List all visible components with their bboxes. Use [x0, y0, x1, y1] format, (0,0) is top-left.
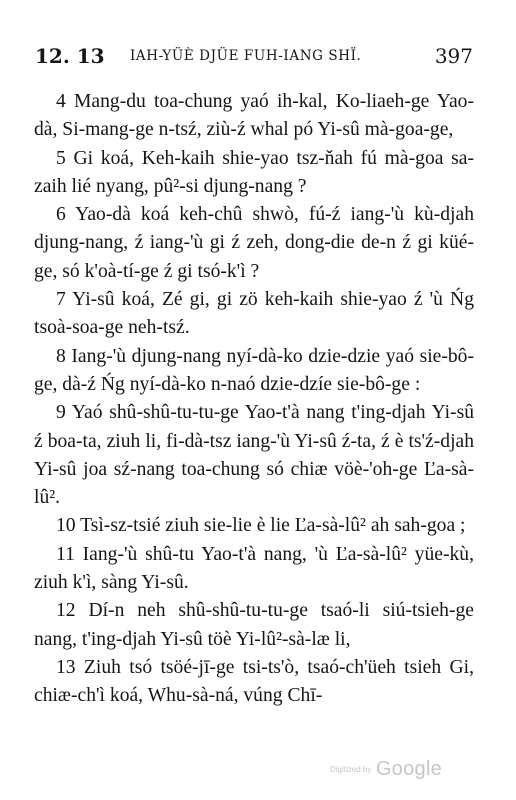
google-logo-text: Google [375, 758, 443, 780]
watermark-prefix: Digitized by [330, 765, 372, 774]
verse-10: 10 Tsì-sz-tsié ziuh sie-lie è lie Ľa-sà-lû² ah sah-goa ; [56, 515, 466, 537]
verse-12: 12 Dí-n neh shû-shû-tu-tu-ge tsaó-li siú-tsieh-ge nang, t'ing-djah Yi-sû töè Yi-lû²-sà-læ li, [34, 600, 474, 650]
running-header [35, 44, 473, 74]
chapter-verse-reference: 12. 13 [35, 44, 105, 68]
running-title: IAH-YÜÈ DJÜE FUH-IANG SHÏ. [130, 48, 362, 64]
verse-7: 7 Yi-sû koá, Zé gi, gi zö keh-kaih shie-yao ź 'ù Ńg tsoà-soa-ge neh-tsź. [34, 289, 474, 339]
scripture-text [34, 88, 474, 711]
verse-13: 13 Ziuh tsó tsöé-jī-ge tsi-ts'ò, tsaó-ch'üeh tsieh Gi, chiæ-ch'ì koá, Whu-sà-ná, vúng Chī- [34, 656, 474, 707]
digitized-watermark [330, 758, 442, 781]
verse-5: 5 Gi koá, Keh-kaih shie-yao tsz-ňah fú mà-goa sa-zaih lié nyang, pû²-si djung-nang ? [34, 147, 474, 197]
verse-9: 9 Yaó shû-shû-tu-tu-ge Yao-t'à nang t'ing-djah Yi-sû ź boa-ta, ziuh li, fi-dà-tsz iang-'ù Yi-sû ź-ta, ź è ts'ź-djah Yi-sû joa sź-nang toa-chung só chiæ vöè-'oh-ge Ľa-sà-lû². [34, 402, 474, 509]
verse-8: 8 Iang-'ù djung-nang nyí-dà-ko dzie-dzie yaó sie-bô-ge, dà-ź Ńg nyí-dà-ko n-naó dzie-dzíe sie-bô-ge : [34, 345, 474, 395]
verse-11: 11 Iang-'ù shû-tu Yao-t'à nang, 'ù Ľa-sà-lû² yüe-kù, ziuh k'ì, sàng Yi-sû. [34, 543, 474, 594]
page-number: 397 [434, 44, 473, 68]
verse-4: 4 Mang-du toa-chung yaó ih-kal, Ko-liaeh-ge Yao-dà, Si-mang-ge n-tsź, ziù-ź whal pó Yi-sû mà-goa-ge, [34, 91, 474, 141]
verse-6: 6 Yao-dà koá keh-chû shwò, fú-ź iang-'ù kù-djah djung-nang, ź iang-'ù gi ź zeh, dong-die de-n ź gi küé-ge, só k'oà-tí-ge ź gi tsó-k'ì ? [34, 204, 474, 282]
